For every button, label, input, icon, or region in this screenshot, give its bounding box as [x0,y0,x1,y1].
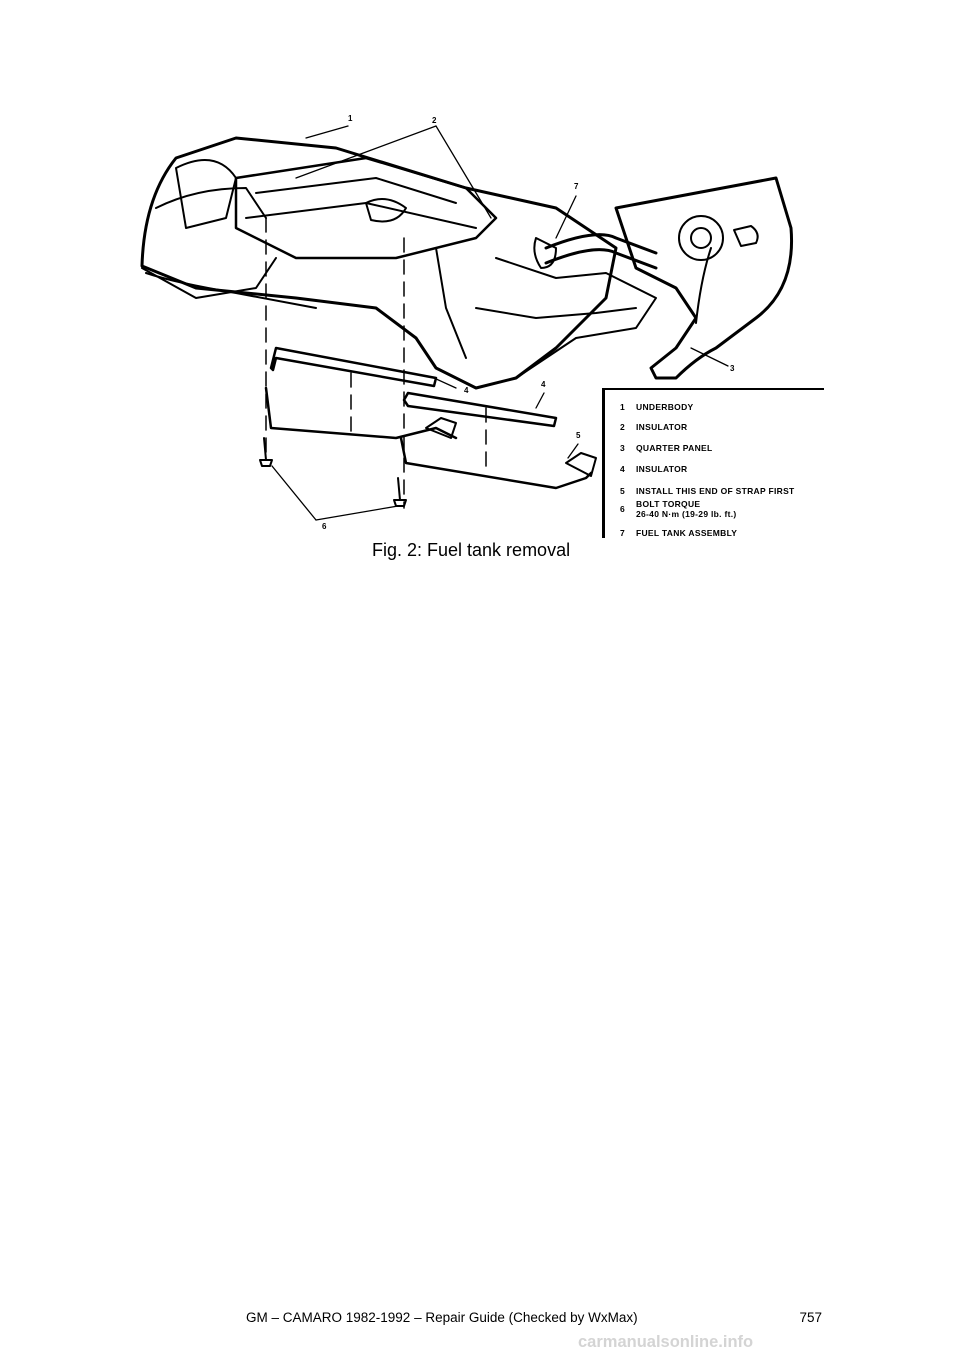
watermark: carmanualsonline.info [578,1333,754,1351]
legend-item: 1 UNDERBODY [620,402,694,412]
legend-item: 3 QUARTER PANEL [620,443,713,453]
callout-4b: 4 [541,380,546,389]
callout-7: 7 [574,182,579,191]
callout-3: 3 [730,364,735,373]
callout-4a: 4 [464,386,469,395]
legend-rule-horizontal [602,388,824,390]
footer-title: GM – CAMARO 1982-1992 – Repair Guide (Checked by WxMax) [246,1310,638,1325]
fuel-tank-removal-figure [136,108,826,540]
callout-2: 2 [432,116,437,125]
callout-1: 1 [348,114,353,123]
legend-item: 5 INSTALL THIS END OF STRAP FIRST [620,486,795,496]
callout-5: 5 [576,431,581,440]
callout-6: 6 [322,522,327,531]
parts-legend [602,388,826,540]
legend-item: 7 FUEL TANK ASSEMBLY [620,528,738,538]
legend-item: 6 BOLT TORQUE 26-40 N·m (19-29 lb. ft.) [620,499,737,519]
page-number: 757 [799,1310,822,1325]
legend-rule-vertical [602,388,605,538]
figure-caption: Fig. 2: Fuel tank removal [372,540,571,560]
legend-item: 4 INSULATOR [620,464,688,474]
legend-item: 2 INSULATOR [620,422,688,432]
